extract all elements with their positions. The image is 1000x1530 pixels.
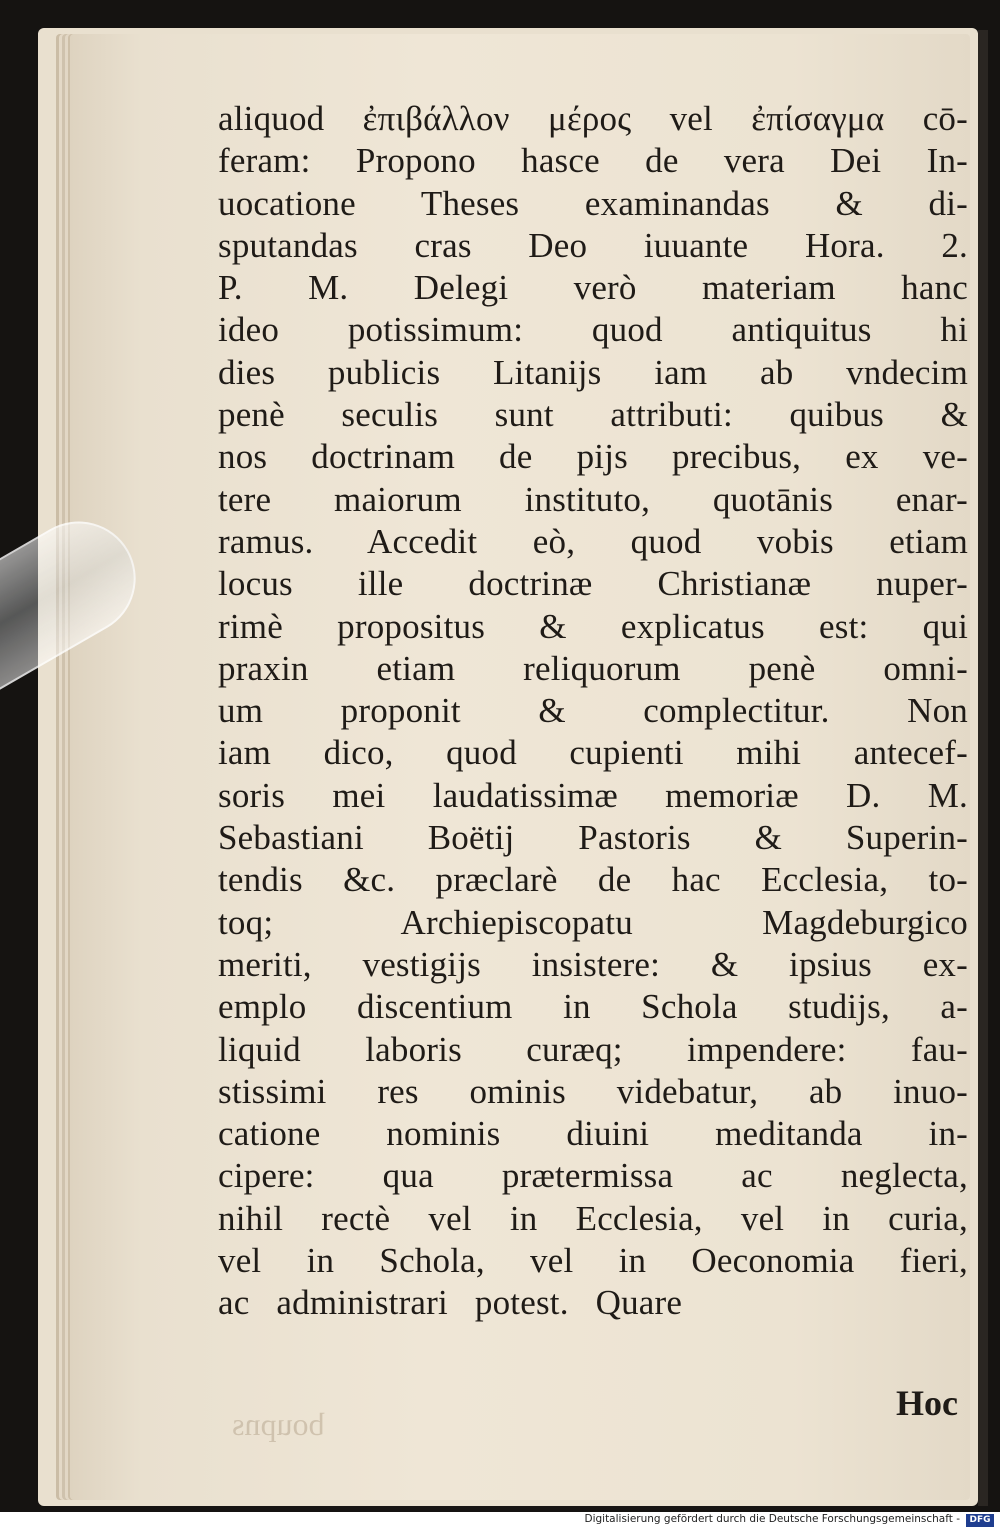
text-line: nos doctrinam de pijs precibus, ex ve- [218,437,968,477]
text-line: liquid laboris curæq; impendere: fau- [218,1029,968,1069]
text-line: tere maiorum instituto, quotānis enar- [218,479,968,519]
text-line: toq; Archiepiscopatu Magdeburgico [218,902,968,942]
text-line: praxin etiam reliquorum penè omni- [218,648,968,688]
text-line: vel in Schola, vel in Oeconomia fieri, [218,1241,968,1281]
funding-credit: Digitalisierung gefördert durch die Deutsche Forschungsgemeinschaft - [584,1513,960,1525]
text-line: emplo discentium in Schola studijs, a- [218,987,968,1027]
text-line: sputandas cras Deo iuuante Hora. 2. [218,225,968,265]
text-line: uocatione Theses examinandas & di- [218,183,968,223]
text-line: ideo potissimum: quod antiquitus hi [218,310,968,350]
text-line: um proponit & complectitur. Non [218,691,968,731]
text-line: soris mei laudatissimæ memoriæ D. M. [218,775,968,815]
text-line: P. M. Delegi verò materiam hanc [218,268,968,308]
dfg-logo-icon: DFG [966,1514,994,1527]
page-gutter-edge [978,30,988,1506]
page-text [218,98,968,1325]
catchword: Hoc [896,1383,958,1423]
text-line: iam dico, quod cupienti mihi antecef- [218,733,968,773]
text-line: meriti, vestigijs insistere: & ipsius ex- [218,944,968,984]
text-line: nihil rectè vel in Ecclesia, vel in curia, [218,1198,968,1238]
text-line: ramus. Accedit eò, quod vobis etiam [218,521,968,561]
text-line: penè seculis sunt attributi: quibus & [218,395,968,435]
show-through-text: boupns [232,1406,325,1442]
text-line: catione nominis diuini meditanda in- [218,1114,968,1154]
text-line: tendis &c. præclarè de hac Ecclesia, to- [218,860,968,900]
text-line: Sebastiani Boëtij Pastoris & Superin- [218,818,968,858]
text-line: locus ille doctrinæ Christianæ nuper- [218,564,968,604]
text-line: cipere: qua prætermissa ac neglecta, [218,1156,968,1196]
text-line: aliquod ἐπιβάλλον μέρος vel ἐπίσαγμα cō- [218,99,968,138]
text-line: feram: Propono hasce de vera Dei In- [218,141,968,181]
text-line-last: ac administrari potest. Quare [218,1283,683,1323]
text-line: dies publicis Litanijs iam ab vndecim [218,352,968,392]
text-line: stissimi res ominis videbatur, ab inuo- [218,1071,968,1111]
text-line: rimè propositus & explicatus est: qui [218,606,968,646]
footer-bar [0,1512,1000,1530]
